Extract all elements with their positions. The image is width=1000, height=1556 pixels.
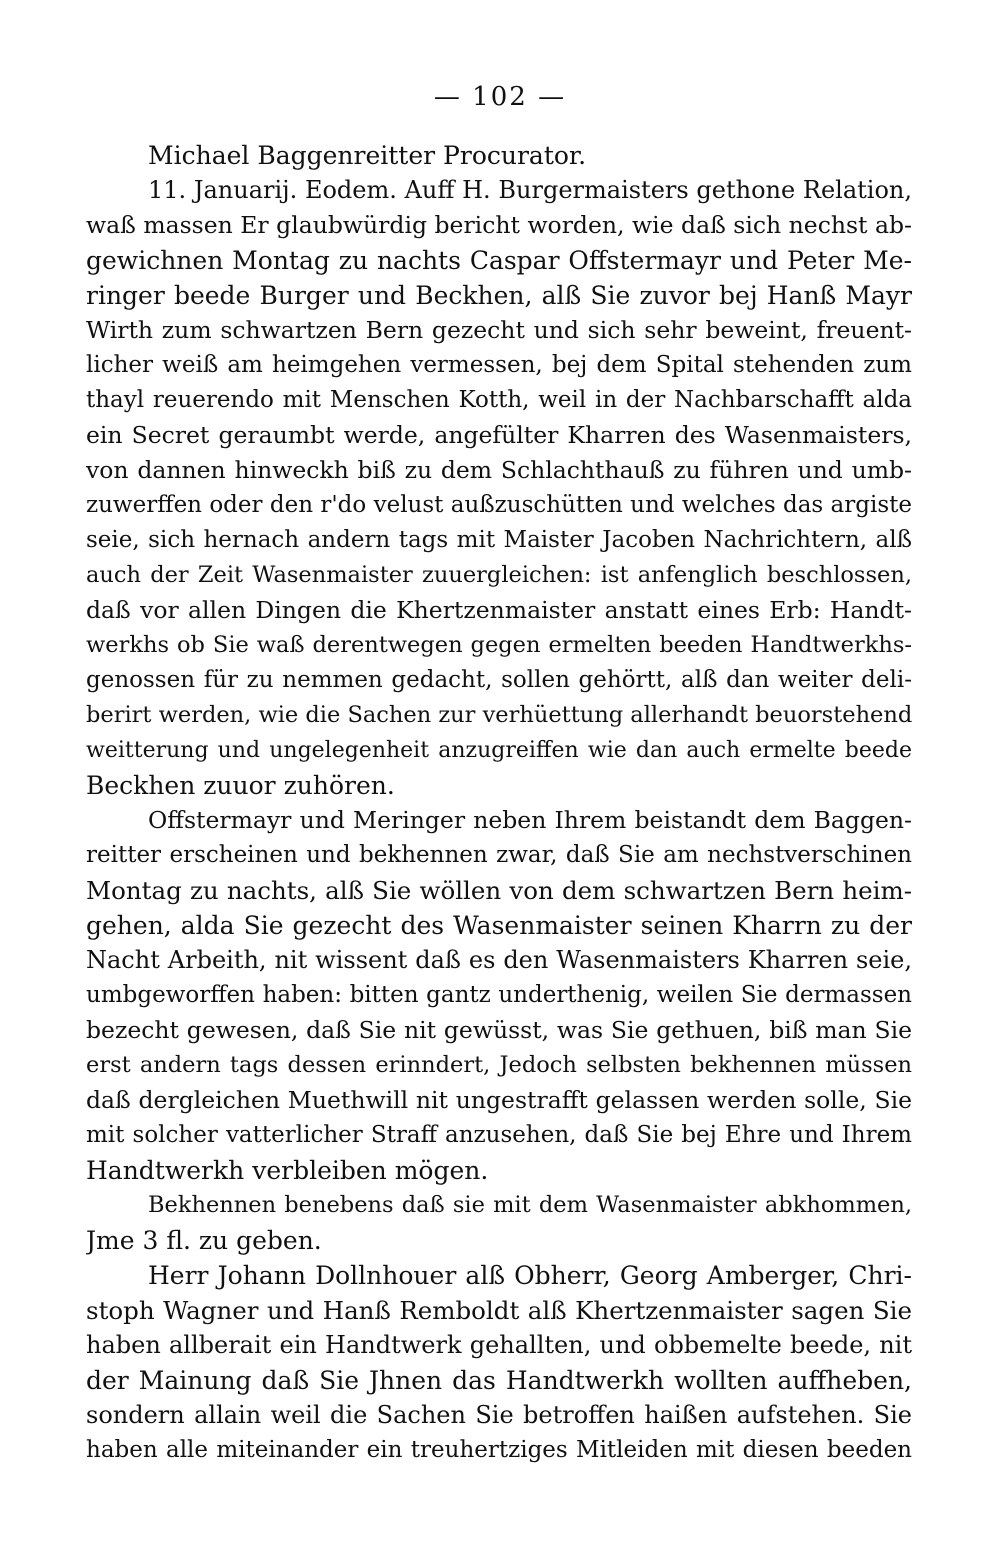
text-line: umbgeworffen haben: bitten gantz underthenig, weilen Sie dermassen [86, 982, 912, 1008]
text-line: daß vor allen Dingen die Khertzenmaister anstatt eines Erb: Handt- [86, 596, 912, 624]
text-line: zuwerffen oder den r'do velust außzuschütten und welches das argiste [86, 492, 912, 518]
text-line: berirt werden, wie die Sachen zur verhüettung allerhandt beuorstehend [86, 702, 912, 728]
text-line: 11. Januarij. Eodem. Auff H. Burgermaisters gethone Relation, [148, 176, 912, 204]
text-line: haben alle miteinander ein treuhertziges Mitleiden mit diesen beeden [86, 1437, 912, 1463]
text-line: daß dergleichen Muethwill nit ungestrafft gelassen werden solle, Sie [86, 1086, 912, 1114]
text-line: reitter erscheinen und bekhennen zwar, daß Sie am nechstverschinen [86, 842, 912, 868]
text-line: stoph Wagner und Hanß Remboldt alß Khertzenmaister sagen Sie [86, 1296, 912, 1325]
text-line: Nacht Arbeith, nit wissent daß es den Wasenmaisters Kharren seie, [86, 946, 912, 974]
text-line: Jme 3 fl. zu geben. [86, 1226, 322, 1255]
text-line: auch der Zeit Wasenmaister zuuergleichen: ist anfenglich beschlossen, [86, 562, 912, 588]
text-line: Herr Johann Dollnhouer alß Obherr, Georg Amberger, Chri- [148, 1261, 912, 1290]
text-line: seie, sich hernach andern tags mit Maister Jacoben Nachrichtern, alß [86, 527, 912, 553]
text-line: ein Secret geraumbt werde, angefülter Kharren des Wasenmaisters, [86, 421, 912, 449]
text-line: thayl reuerendo mit Menschen Kotth, weil in der Nachbarschafft alda [86, 387, 912, 413]
text-line: weitterung und ungelegenheit anzugreiffen wie dan auch ermelte beede [86, 738, 912, 763]
text-line: bezecht gewesen, daß Sie nit gewüsst, was Sie gethuen, biß man Sie [86, 1016, 912, 1044]
text-line: der Mainung daß Sie Jhnen das Handtwerkh wollten auffheben, [86, 1366, 912, 1395]
text-line: Montag zu nachts, alß Sie wöllen von dem schwartzen Bern heim- [86, 876, 912, 905]
body-text [86, 138, 912, 1468]
text-line: sondern allain weil die Sachen Sie betroffen haißen aufstehen. Sie [86, 1401, 912, 1429]
text-line: erst andern tags dessen erinndert, Jedoch selbsten bekhennen müssen [86, 1052, 912, 1078]
page-number: — 102 — [433, 82, 567, 112]
text-line: Wirth zum schwartzen Bern gezecht und sich sehr beweint, freuent- [86, 316, 912, 344]
text-line: waß massen Er glaubwürdig bericht worden, wie daß sich nechst ab- [86, 211, 912, 239]
text-line: von dannen hinweckh biß zu dem Schlachthauß zu führen und umb- [86, 456, 912, 484]
text-line: Offstermayr und Meringer neben Ihrem beistandt dem Baggen- [148, 806, 912, 834]
text-line: Handtwerkh verbleiben mögen. [86, 1156, 489, 1185]
text-line: Bekhennen benebens daß sie mit dem Wasenmaister abkhommen, [148, 1192, 912, 1218]
text-line: gewichnen Montag zu nachts Caspar Offstermayr und Peter Me- [86, 246, 912, 275]
text-line: haben allberait ein Handtwerk gehallten, und obbemelte beede, nit [86, 1331, 912, 1359]
text-line: mit solcher vatterlicher Straff anzusehen, daß Sie bej Ehre und Ihrem [86, 1122, 912, 1148]
text-line: gehen, alda Sie gezecht des Wasenmaister seinen Kharrn zu der [86, 911, 912, 940]
text-line: Michael Baggenreitter Procurator. [148, 141, 587, 170]
text-line: genossen für zu nemmen gedacht, sollen gehörtt, alß dan weiter deli- [86, 667, 912, 693]
text-line: licher weiß am heimgehen vermessen, bej dem Spital stehenden zum [86, 352, 912, 378]
text-line: werkhs ob Sie waß derentwegen gegen ermelten beeden Handtwerkhs- [86, 632, 912, 658]
text-line: ringer beede Burger und Beckhen, alß Sie zuvor bej Hanß Mayr [86, 281, 912, 310]
text-line: Beckhen zuuor zuhören. [86, 771, 395, 800]
